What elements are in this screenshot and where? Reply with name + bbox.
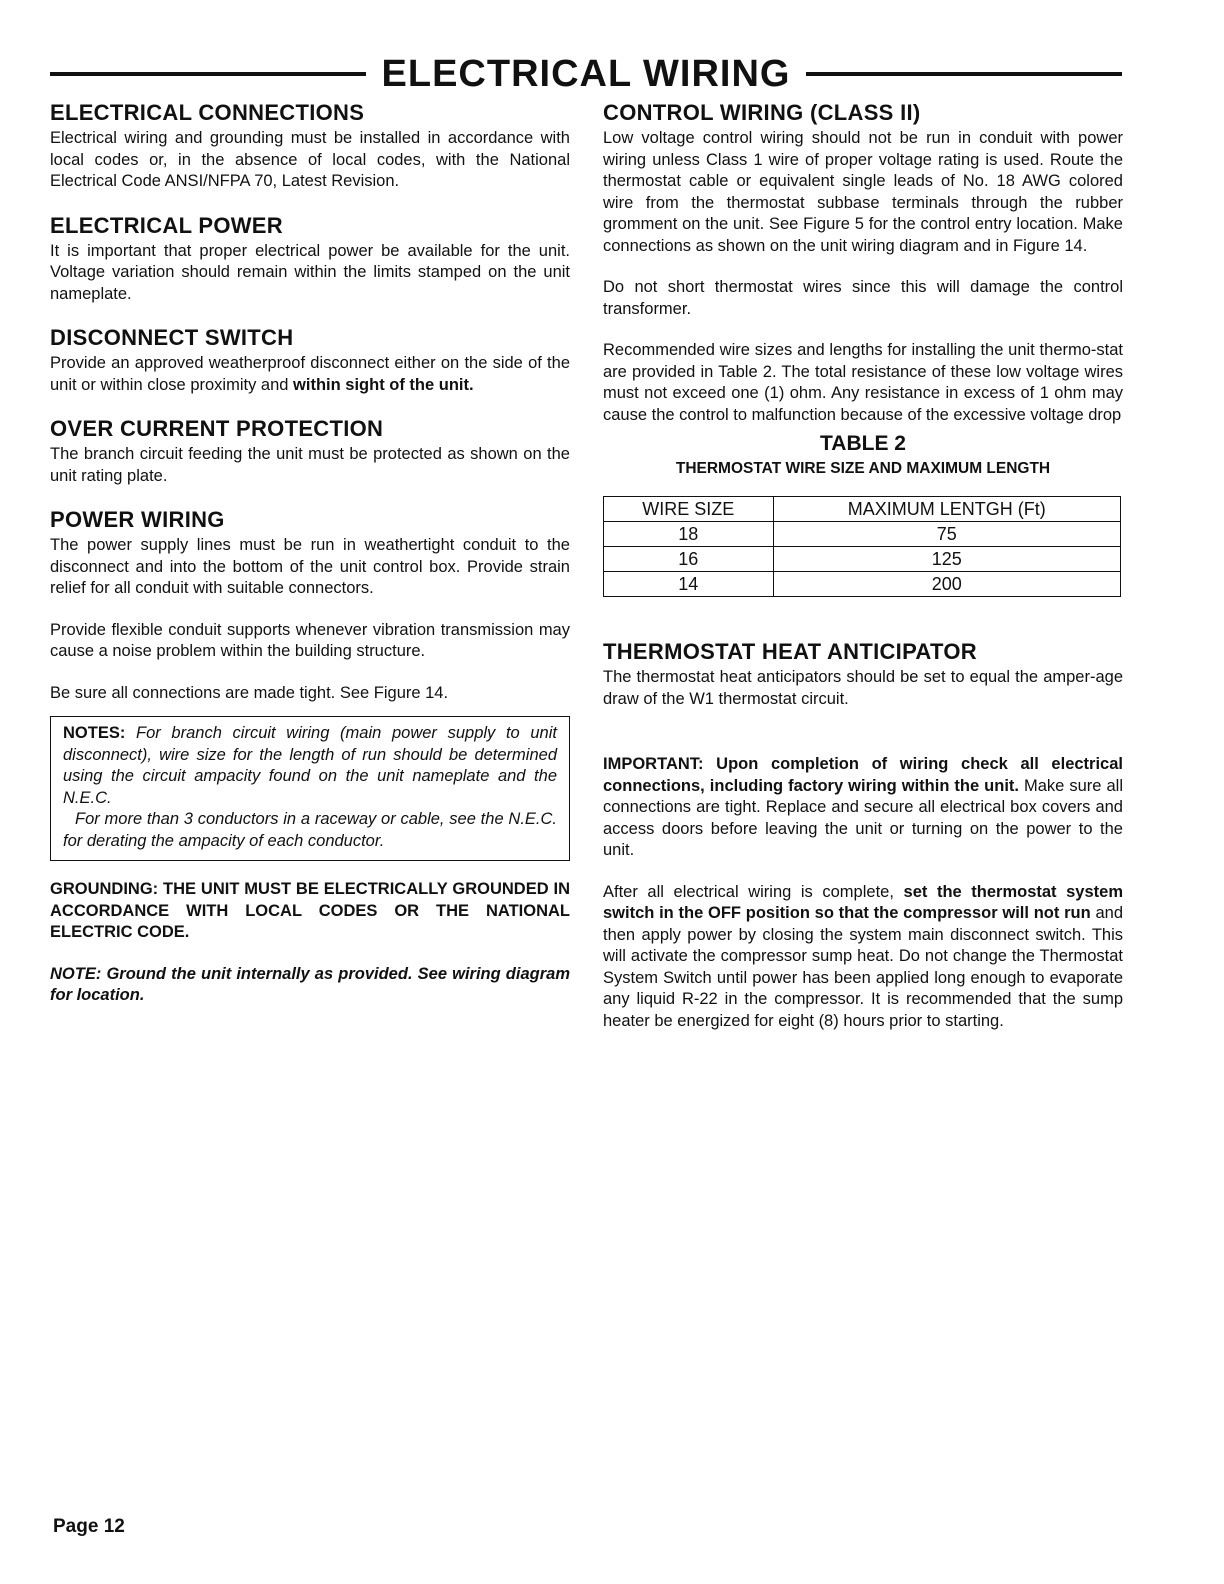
notes-label: NOTES: <box>63 724 126 742</box>
power-wiring-text-2: Provide flexible conduit supports whenever vibration transmission may cause a noise problem within the building structure. <box>50 620 570 660</box>
notes-text-1: NOTES: For branch circuit wiring (main power supply to unit disconnect), wire size for the length of run should be determined using the circuit ampacity found on the unit nameplate and the N.E.C. <box>63 724 557 807</box>
important-text: IMPORTANT: Upon completion of wiring check all electrical connections, including factory wiring within the unit. Make sure all connections are tight. Replace and secure all electrical box covers and access doors before leaving the unit or turning on the power to the unit. <box>603 755 1123 859</box>
power-wiring-text-3: Be sure all connections are made tight. See Figure 14. <box>50 683 449 702</box>
section-heading-over-current: OVER CURRENT PROTECTION <box>50 416 384 441</box>
electrical-connections-text: Electrical wiring and grounding must be installed in accordance with local codes or, in the absence of local codes, with the National Electrical Code ANSI/NFPA 70, Latest Revision. <box>50 129 570 190</box>
page-number: Page 12 <box>53 1516 125 1537</box>
right-column <box>603 100 1123 1032</box>
table-cell: 18 <box>604 522 774 547</box>
table-header-row <box>604 497 1121 522</box>
table-header-wire-size: WIRE SIZE <box>604 497 774 522</box>
table-row <box>604 522 1121 547</box>
control-wiring-text-3: Recommended wire sizes and lengths for installing the unit thermo-stat are provided in Table 2. The total resistance of these low voltage wires must not exceed one (1) ohm. Any resistance in excess of 1 ohm may cause the control to malfunction because of the excessive voltage drop <box>603 341 1123 424</box>
notes-text-2: For more than 3 conductors in a raceway or cable, see the N.E.C. for derating the ampacity of each conductor. <box>63 810 557 850</box>
table-cell: 75 <box>773 522 1120 547</box>
control-wiring-text-1: Low voltage control wiring should not be run in conduit with power wiring unless Class 1 wire of proper voltage rating is used. Route the thermostat cable or equivalent single leads of No. 18 AWG colored wire from the thermostat subbase terminals through the rubber gromment on the unit. See Figure 5 for the control entry location. Make connections as shown on the unit wiring diagram and in Figure 14. <box>603 129 1123 255</box>
table-title: TABLE 2 <box>820 432 906 455</box>
table-header-max-length: MAXIMUM LENTGH (Ft) <box>773 497 1120 522</box>
after-wiring-emphasis: set the thermostat system switch in the OFF position so that the compressor will not run <box>603 882 1123 922</box>
page-header <box>50 52 1122 96</box>
table-cell: 200 <box>773 572 1120 597</box>
section-heading-heat-anticipator: THERMOSTAT HEAT ANTICIPATOR <box>603 639 977 664</box>
header-rule-right <box>806 72 1122 76</box>
power-wiring-text-1: The power supply lines must be run in weathertight conduit to the disconnect and into the bottom of the unit control box. Provide strain relief for all conduit with suitable connectors. <box>50 536 570 597</box>
section-heading-control-wiring: CONTROL WIRING (CLASS II) <box>603 100 921 125</box>
important-emphasis: IMPORTANT: Upon completion of wiring check all electrical connections, including factory wiring within the unit. <box>603 755 1123 795</box>
after-wiring-text: After all electrical wiring is complete, set the thermostat system switch in the OFF position so that the compressor will not run and then apply power by closing the system main disconnect switch. This will activate the compressor sump heat. Do not change the Thermostat System Switch until power has been applied long enough to evaporate any liquid R-22 in the compressor. It is recommended that the sump heater be energized for eight (8) hours prior to starting. <box>603 882 1124 1030</box>
ground-note: NOTE: Ground the unit internally as provided. See wiring diagram for location. <box>50 964 570 1004</box>
table-cell: 125 <box>773 547 1120 572</box>
section-heading-power-wiring: POWER WIRING <box>50 507 225 532</box>
table-row <box>604 547 1121 572</box>
wire-size-table <box>603 496 1121 597</box>
heat-anticipator-text: The thermostat heat anticipators should be set to equal the amper-age draw of the W1 thermostat circuit. <box>603 668 1123 708</box>
section-heading-disconnect-switch: DISCONNECT SWITCH <box>50 325 294 350</box>
disconnect-emphasis: within sight of the unit. <box>293 375 474 394</box>
table-cell: 14 <box>604 572 774 597</box>
section-heading-electrical-power: ELECTRICAL POWER <box>50 212 283 238</box>
disconnect-switch-text: Provide an approved weatherproof disconnect either on the side of the unit or within close proximity and within sight of the unit. <box>50 354 570 394</box>
page-title: ELECTRICAL WIRING <box>381 52 791 95</box>
section-heading-electrical-connections: ELECTRICAL CONNECTIONS <box>50 100 365 125</box>
electrical-power-text: It is important that proper electrical power be available for the unit. Voltage variation should remain within the limits stamped on the unit nameplate. <box>50 241 570 303</box>
table-row <box>604 572 1121 597</box>
grounding-warning: GROUNDING: THE UNIT MUST BE ELECTRICALLY GROUNDED IN ACCORDANCE WITH LOCAL CODES OR THE NATIONAL ELECTRIC CODE. <box>50 880 570 941</box>
over-current-text: The branch circuit feeding the unit must be protected as shown on the unit rating plate. <box>50 445 570 485</box>
notes-box <box>50 716 570 861</box>
table-subtitle: THERMOSTAT WIRE SIZE AND MAXIMUM LENGTH <box>675 460 1051 477</box>
control-wiring-text-2: Do not short thermostat wires since this will damage the control transformer. <box>603 278 1123 318</box>
left-column <box>50 100 570 1007</box>
table-cell: 16 <box>604 547 774 572</box>
header-rule-left <box>50 72 366 76</box>
